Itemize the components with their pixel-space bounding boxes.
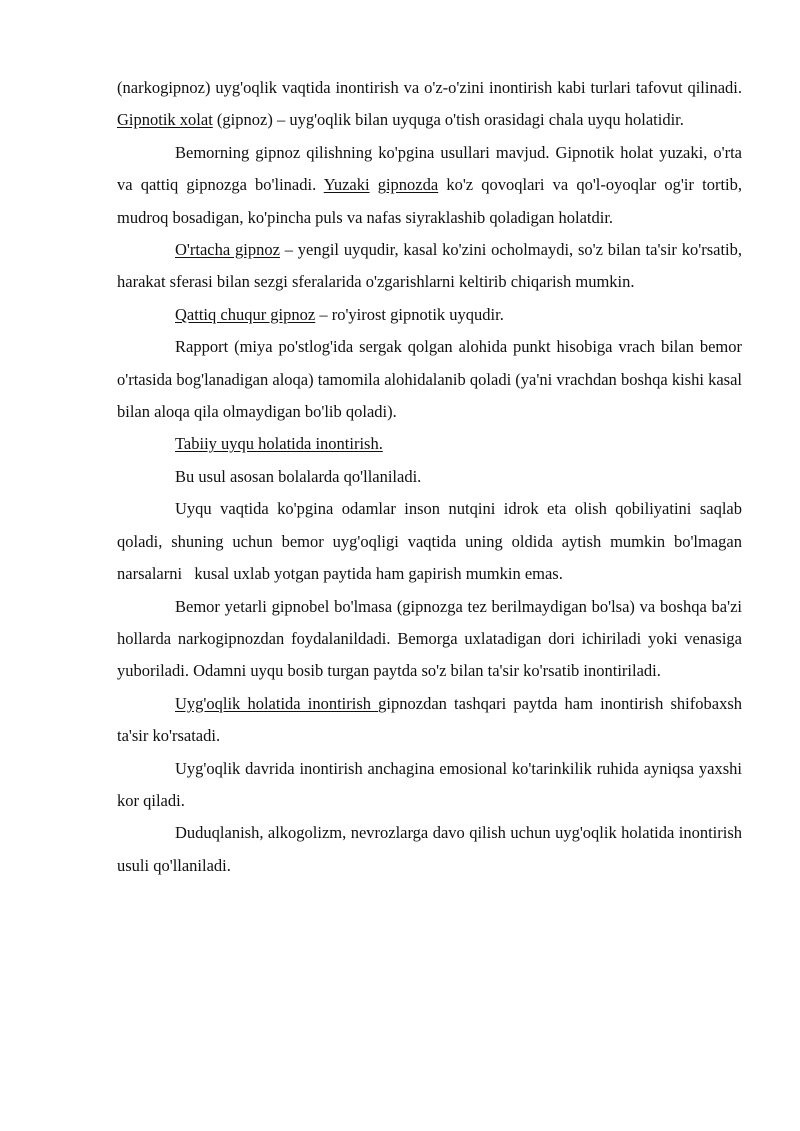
- paragraph: [117, 753, 742, 818]
- underlined-term: O'rtacha gipnoz: [175, 240, 280, 260]
- text-run: Duduqlanish, alkogolizm, nevrozlarga davo qilish uchun uyg'oqlik holatida inontirish usuli qo'llaniladi.: [117, 823, 742, 875]
- paragraph: [117, 688, 742, 753]
- paragraph: [117, 461, 742, 493]
- underlined-term: gipnozda: [377, 175, 439, 195]
- paragraph: [117, 817, 742, 882]
- section-heading: [117, 428, 742, 460]
- underlined-term: Uyg'oqlik holatida inontirish: [175, 693, 379, 713]
- text-run: – ro'yirost gipnotik uyqudir.: [315, 304, 504, 324]
- text-run: [370, 175, 378, 194]
- paragraph: [117, 299, 742, 331]
- paragraph: [117, 591, 742, 688]
- underlined-term: Yuzaki: [323, 175, 370, 195]
- document-body: [117, 72, 747, 882]
- paragraph: [117, 331, 742, 428]
- text-run: – yengil uyqudir, kasal ko'zini ocholmaydi, so'z bilan ta'sir ko'rsatib, harakat sferasi bilan sezgi sferalarida o'zgarishlarni keltirib chiqarish mumkin.: [117, 240, 742, 292]
- text-run: Uyg'oqlik davrida inontirish anchagina emosional ko'tarinkilik ruhida ayniqsa yaxshi kor qiladi.: [117, 758, 742, 810]
- underlined-term: Tabiiy uyqu holatida inontirish.: [175, 434, 383, 454]
- paragraph: [117, 72, 742, 137]
- paragraph: [117, 493, 747, 590]
- text-run: Rapport (miya po'stlog'ida sergak qolgan alohida punkt hisobiga vrach bilan bemor o'rtasida bog'lanadigan aloqa) tamomila alohidalanib qoladi (ya'ni vrachdan boshqa kishi kasal bilan aloqa qila olmaydigan bo'lib qoladi).: [117, 337, 742, 422]
- paragraph: [117, 137, 742, 234]
- underlined-term: Gipnotik xolat: [117, 110, 213, 130]
- text-run: (gipnoz) – uyg'oqlik bilan uyquga o'tish orasidagi chala uyqu holatidir.: [212, 110, 684, 130]
- underlined-term: Qattiq chuqur gipnoz: [175, 304, 316, 324]
- text-run: gipnozdan tashqari paytda ham inontirish shifobaxsh ta'sir ko'rsatadi.: [117, 693, 742, 746]
- text-run: (narkogipnoz) uyg'oqlik vaqtida inontirish va o'z-o'zini inontirish kabi turlari tafovut qilinadi.: [117, 78, 742, 97]
- text-run: Bemor yetarli gipnobel bo'lmasa (gipnozga tez berilmaydigan bo'lsa) va boshqa ba'zi hollarda narkogipnozdan foydalanildadi. Bemorga uxlatadigan dori ichiriladi yoki venasiga yuboriladi. Odamni uyqu bosib turgan paytda so'z bilan ta'sir ko'rsatib inontiriladi.: [117, 596, 742, 681]
- paragraph: [117, 234, 742, 299]
- text-run: ko'z qovoqlari va qo'l-oyoqlar og'ir tortib, mudroq bosadigan, ko'pincha puls va nafas siyraklashib qoladigan holatdir.: [117, 175, 742, 227]
- text-run: Uyqu vaqtida ko'pgina odamlar inson nutqini idrok eta olish qobiliyatini saqlab qoladi, shuning uchun bemor uyg'oqligi vaqtida uning oldida aytish mumkin bo'lmagan narsalarni kusal uxlab yotgan paytida ham gapirish mumkin emas.: [117, 499, 747, 584]
- text-run: Bu usul asosan bolalarda qo'llaniladi.: [175, 466, 422, 486]
- text-run: Bemorning gipnoz qilishning ko'pgina usullari mavjud. Gipnotik holat yuzaki, o'rta va qattiq gipnozga bo'linadi.: [117, 142, 742, 195]
